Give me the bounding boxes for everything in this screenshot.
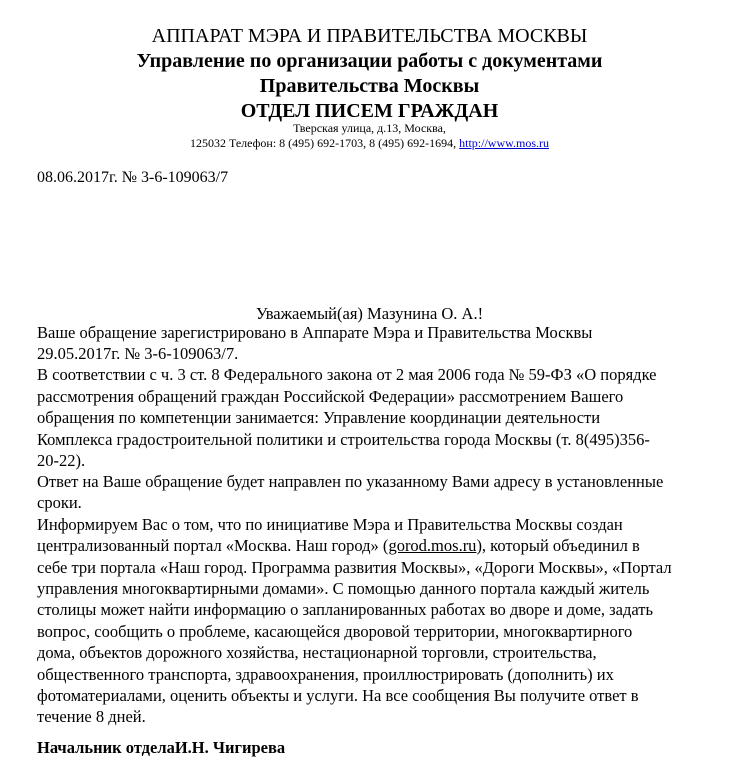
body-line: Информируем Вас о том, что по инициативе Мэра и Правительства Москвы создан [37,515,623,534]
body-line: столицы может найти информацию о запланированных работах во дворе и доме, задать [37,600,654,619]
signature: Начальник отделаИ.Н. Чигирева [37,738,286,757]
body-line: управления многоквартирными домами». С помощью данного портала каждый житель [37,579,650,598]
body-line: Ваше обращение зарегистрировано в Аппарате Мэра и Правительства Москвы [37,323,593,342]
org-name-line2: Управление по организации работы с документами [136,50,603,72]
department-title: ОТДЕЛ ПИСЕМ ГРАЖДАН [240,100,499,122]
body-line: В соответствии с ч. 3 ст. 8 Федерального закона от 2 мая 2006 года № 59-ФЗ «О порядке [37,365,657,384]
body-text: ), который объединил в [476,536,640,555]
address-line2 [0,136,739,151]
portal-link[interactable]: gorod.mos.ru [388,536,477,555]
body-line: течение 8 дней. [37,707,146,726]
body-line: себе три портала «Наш город. Программа развития Москвы», «Дороги Москвы», «Портал [37,558,672,577]
body-line: фотоматериалами, оценить объекты и услуги. На все сообщения Вы получите ответ в [37,686,639,705]
document-reference: 08.06.2017г. № 3-6-109063/7 [37,169,229,186]
org-name-line3: Правительства Москвы [259,75,480,97]
body-line: вопрос, сообщить о проблеме, касающейся дворовой территории, многоквартирного [37,622,633,641]
body-line: Комплекса градостроительной политики и строительства города Москвы (т. 8(495)356- [37,430,650,449]
body-line: 20-22). [37,451,86,470]
address-line1: Тверская улица, д.13, Москва, [293,121,446,135]
body-line: дома, объектов дорожного хозяйства, нестационарной торговли, строительства, [37,643,597,662]
body-line: обращения по компетенции занимается: Управление координации деятельности [37,408,601,427]
website-link[interactable]: http://www.mos.ru [459,136,550,150]
greeting: Уважаемый(ая) Мазунина О. А.! [255,304,484,323]
body-line: общественного транспорта, здравоохранения, проиллюстрировать (дополнить) их [37,665,614,684]
body-text: централизованный портал «Москва. Наш город» ( [37,536,389,555]
body-line: рассмотрения обращений граждан Российской Федерации» рассмотрением Вашего [37,387,624,406]
body-line [37,535,640,557]
body-line: сроки. [37,493,82,512]
org-name-line1: АППАРАТ МЭРА И ПРАВИТЕЛЬСТВА МОСКВЫ [151,25,588,47]
body-line: 29.05.2017г. № 3-6-109063/7. [37,344,239,363]
body-line: Ответ на Ваше обращение будет направлен по указанному Вами адресу в установленные [37,472,664,491]
phone-text: 125032 Телефон: 8 (495) 692-1703, 8 (495) 692-1694, [189,136,457,150]
